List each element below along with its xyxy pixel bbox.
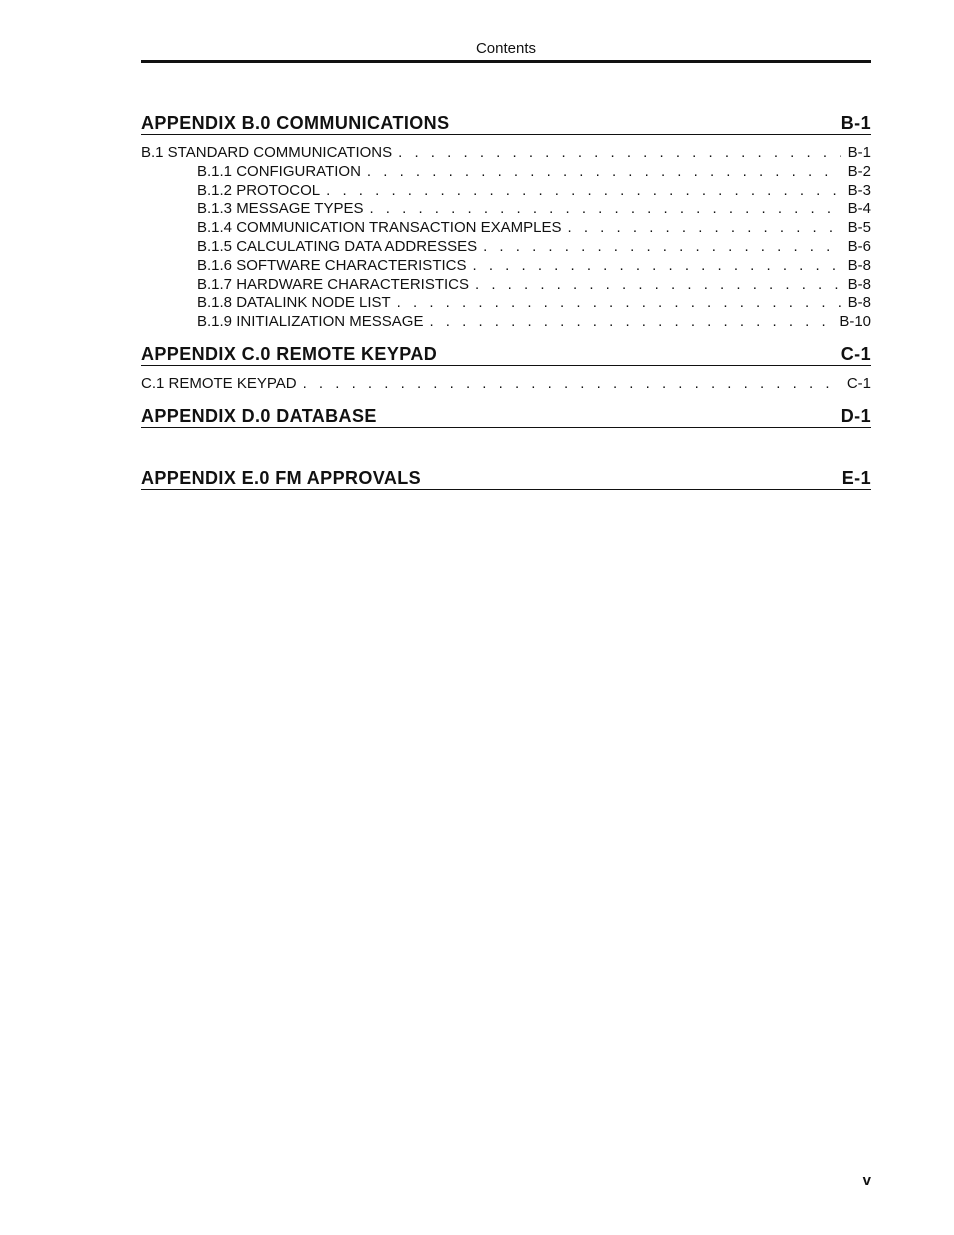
toc-entry[interactable] — [141, 313, 871, 332]
appendix-title: APPENDIX E.0 FM APPROVALS — [141, 467, 422, 488]
dot-leader — [568, 219, 841, 238]
toc-entry-label: B.1.4 COMMUNICATION TRANSACTION EXAMPLES — [197, 219, 562, 237]
dot-leader — [483, 238, 841, 257]
toc-entry[interactable] — [141, 163, 871, 182]
appendix-page: E-1 — [841, 467, 871, 488]
table-of-contents — [141, 111, 871, 490]
appendix-heading[interactable] — [141, 404, 871, 428]
toc-entry-page: B-6 — [847, 237, 871, 255]
dot-leader — [475, 276, 841, 295]
toc-entry-page: B-4 — [847, 200, 871, 218]
toc-entry[interactable] — [141, 375, 871, 394]
toc-entry-page: B-3 — [847, 181, 871, 199]
appendix-title: APPENDIX C.0 REMOTE KEYPAD — [141, 343, 438, 364]
appendix-b-section — [141, 111, 871, 342]
dot-leader — [326, 182, 841, 201]
toc-entry-page: B-1 — [847, 144, 871, 161]
toc-entry-label: B.1.8 DATALINK NODE LIST — [197, 294, 391, 312]
toc-entry-page: C-1 — [846, 374, 871, 392]
dot-leader — [398, 144, 841, 163]
toc-entry[interactable] — [141, 200, 871, 219]
appendix-e-section — [141, 466, 871, 490]
toc-entry[interactable] — [141, 238, 871, 257]
toc-entry-label: B.1 STANDARD COMMUNICATIONS — [141, 144, 393, 161]
appendix-heading[interactable] — [141, 466, 871, 490]
dot-leader — [303, 375, 841, 394]
toc-entry-label: B.1.5 CALCULATING DATA ADDRESSES — [197, 237, 478, 255]
toc-entry-label: B.1.9 INITIALIZATION MESSAGE — [197, 313, 424, 331]
header-rule — [141, 60, 871, 63]
toc-entry-page: B-8 — [847, 256, 871, 274]
appendix-title: APPENDIX B.0 COMMUNICATIONS — [141, 113, 450, 133]
appendix-c-section — [141, 342, 871, 404]
toc-entry[interactable] — [141, 219, 871, 238]
toc-entry-label: B.1.7 HARDWARE CHARACTERISTICS — [197, 275, 469, 293]
toc-entry-page: B-5 — [847, 219, 871, 237]
appendix-title: APPENDIX D.0 DATABASE — [141, 405, 377, 426]
appendix-heading[interactable] — [141, 111, 871, 135]
dot-leader — [397, 294, 841, 313]
toc-entry[interactable] — [141, 294, 871, 313]
appendix-entries — [141, 366, 871, 404]
toc-entry-label: B.1.1 CONFIGURATION — [197, 162, 361, 180]
appendix-page: D-1 — [840, 405, 871, 426]
page-number: v — [862, 1172, 871, 1189]
appendix-d-section — [141, 404, 871, 466]
running-header-title: Contents — [475, 40, 537, 57]
dot-leader — [429, 313, 835, 332]
toc-entry[interactable] — [141, 276, 871, 295]
toc-entry-page: B-8 — [847, 275, 871, 293]
toc-entry[interactable] — [141, 144, 871, 163]
appendix-entries — [141, 135, 871, 342]
dot-leader — [472, 257, 841, 276]
appendix-page: B-1 — [840, 113, 871, 133]
toc-entry[interactable] — [141, 257, 871, 276]
toc-entry[interactable] — [141, 182, 871, 201]
dot-leader — [369, 200, 841, 219]
dot-leader — [367, 163, 841, 182]
toc-entry-label: B.1.6 SOFTWARE CHARACTERISTICS — [197, 256, 467, 274]
toc-entry-page: B-10 — [839, 313, 871, 331]
toc-entry-label: B.1.2 PROTOCOL — [197, 181, 321, 199]
toc-entry-page: B-8 — [847, 294, 871, 312]
appendix-heading[interactable] — [141, 342, 871, 366]
appendix-page: C-1 — [840, 343, 871, 364]
toc-entry-label: C.1 REMOTE KEYPAD — [141, 374, 297, 392]
toc-entry-page: B-2 — [847, 162, 871, 180]
toc-entry-label: B.1.3 MESSAGE TYPES — [197, 200, 364, 218]
section-spacer — [141, 428, 871, 466]
